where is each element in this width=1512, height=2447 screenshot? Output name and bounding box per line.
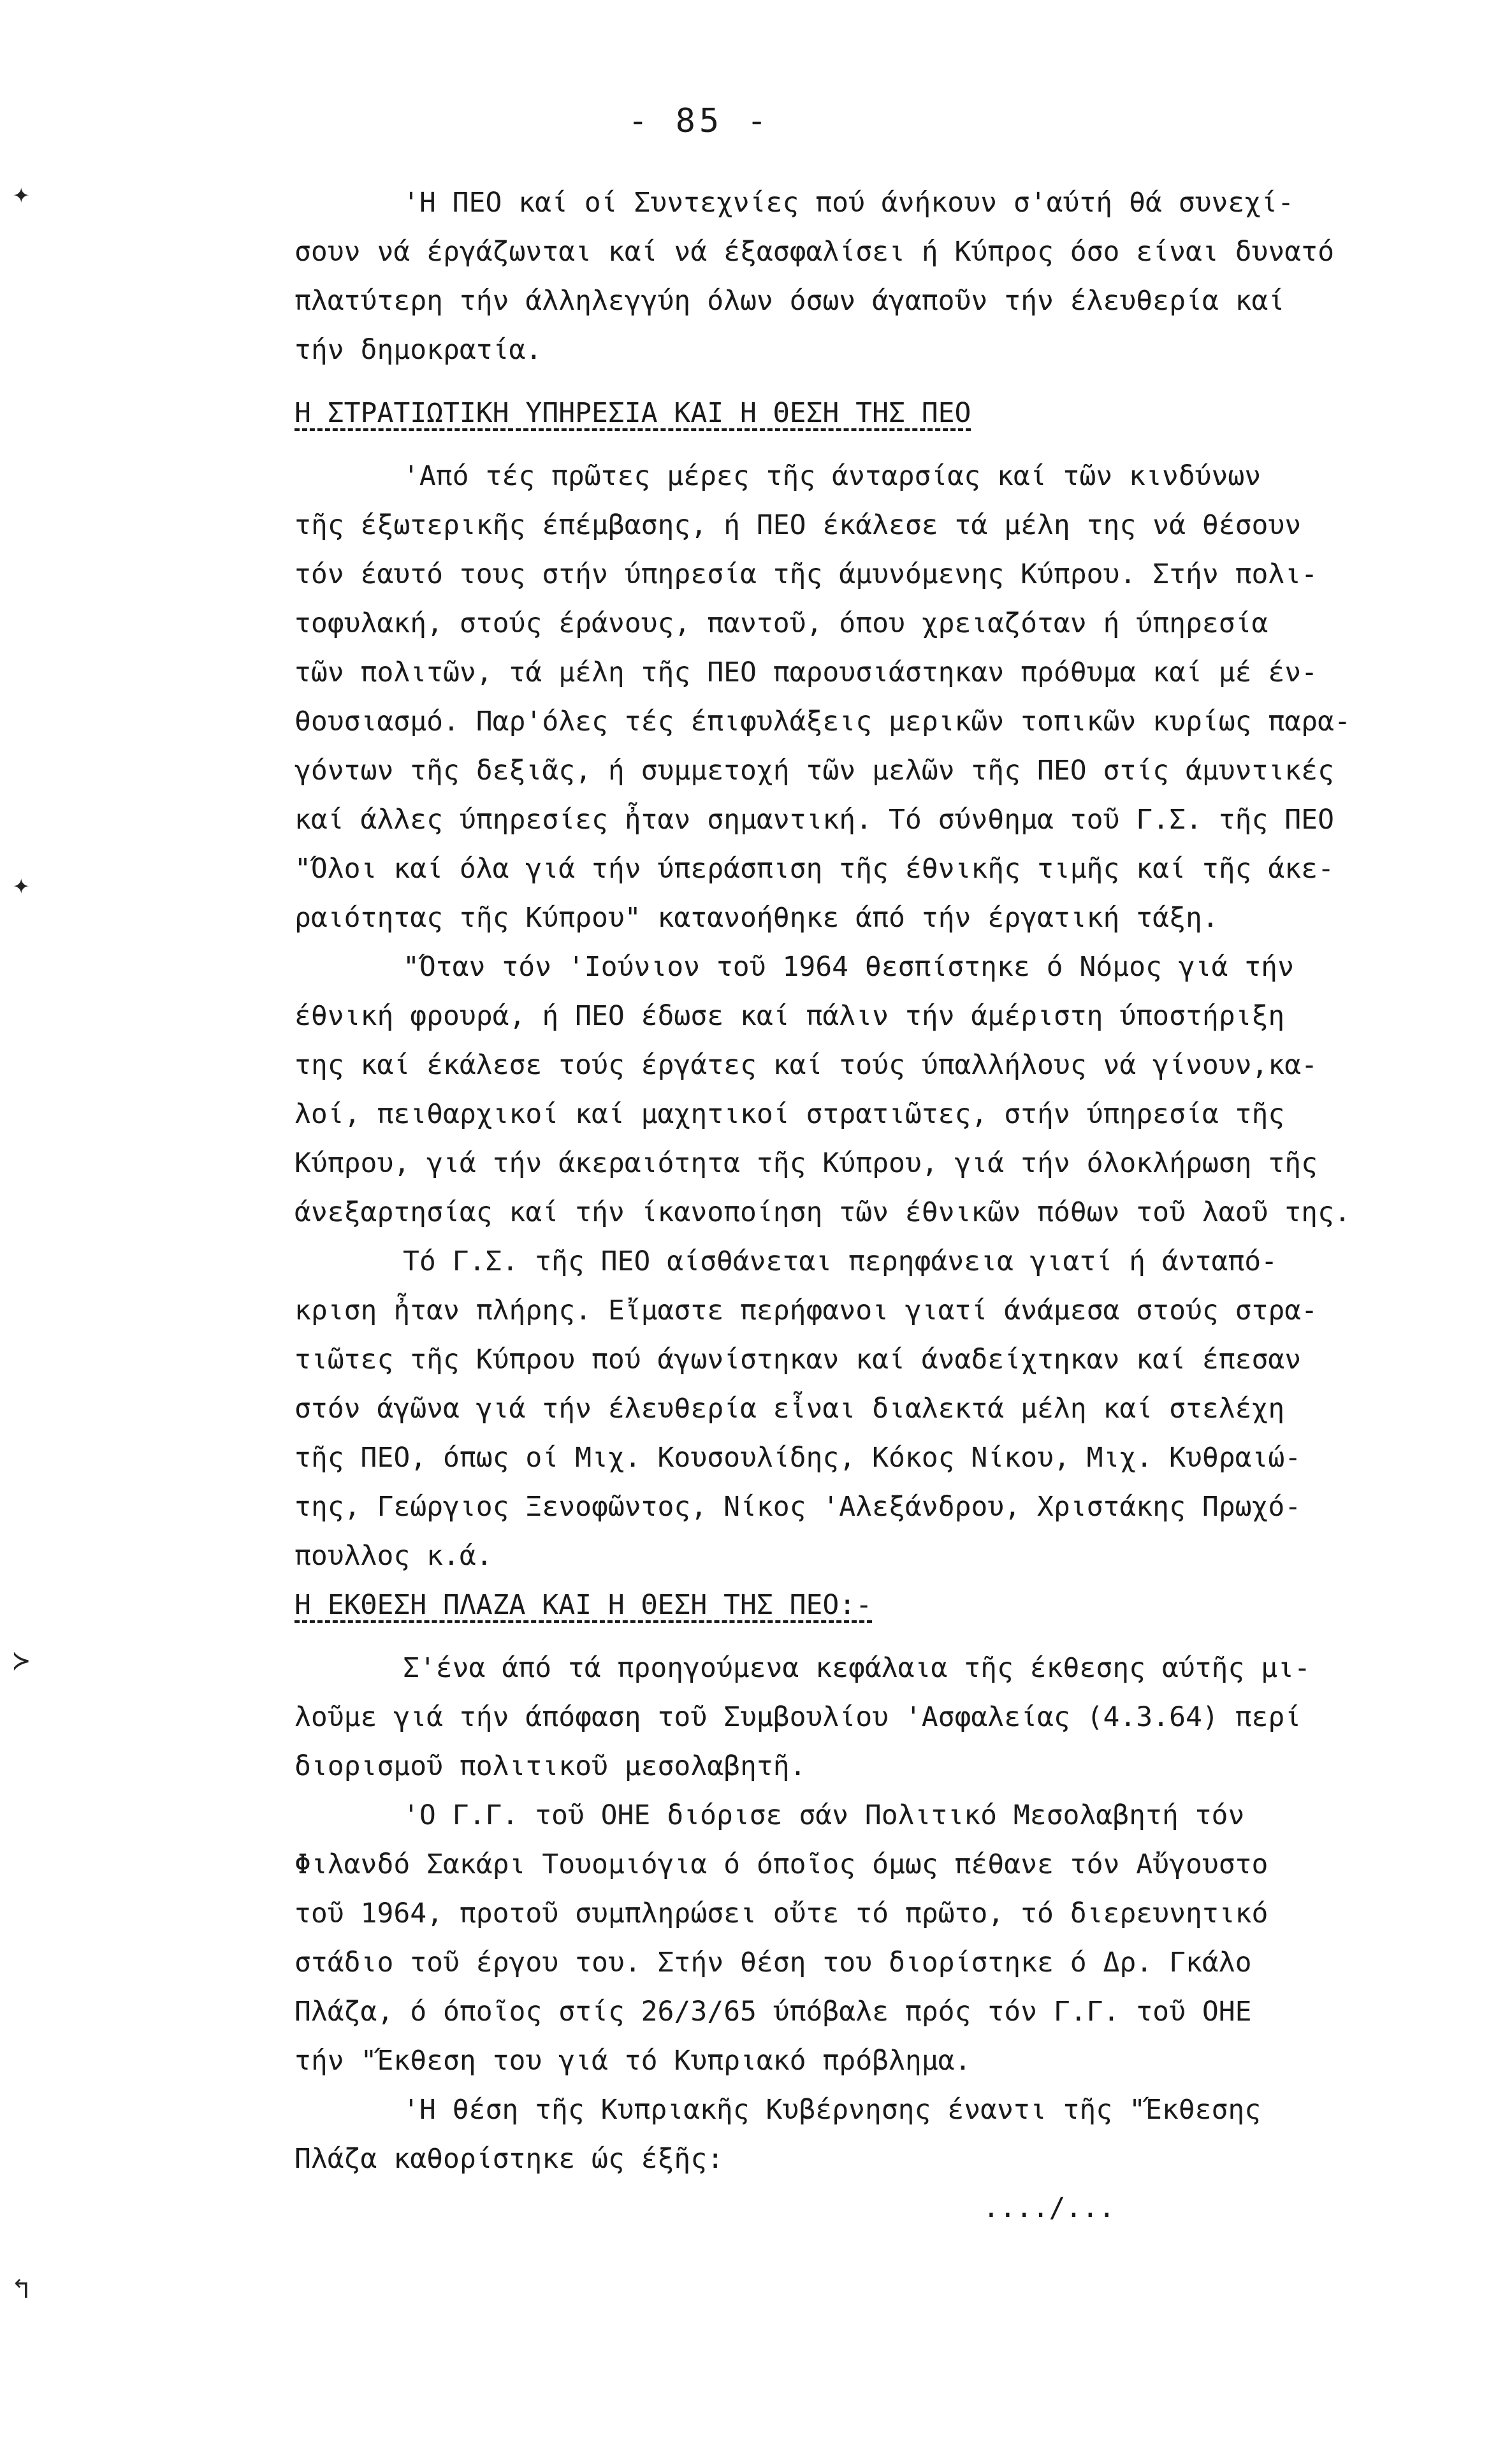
text-line: στόν άγῶνα γιά τήν έλευθερία εἶναι διαλεκτά μέλη καί στελέχη [294,1393,1285,1425]
continuation-mark: ..../... [983,2192,1116,2224]
intro-paragraph [294,178,1461,375]
text-line: καί άλλες ύπηρεσίες ἦταν σημαντική. Τό σύνθημα τοῦ Γ.Σ. τῆς ΠΕΟ [294,804,1334,836]
text-line: τήν δημοκρατία. [294,334,542,366]
text-line: διορισμοῦ πολιτικοῦ μεσολαβητῆ. [294,1750,806,1782]
text-line: 'Από τές πρῶτες μέρες τῆς άνταρσίας καί τῶν κινδύνων [403,460,1261,492]
text-line: κριση ἦταν πλήρης. Εἴμαστε περήφανοι γιατί άνάμεσα στούς στρα- [294,1295,1318,1326]
text-line: 'Η θέση τῆς Κυπριακῆς Κυβέρνησης έναντι τῆς "Έκθεσης [403,2094,1261,2126]
document-body [294,178,1461,2233]
page-number: - 85 - [628,102,771,140]
text-line: τῶν πολιτῶν, τά μέλη τῆς ΠΕΟ παρουσιάστηκαν πρόθυμα καί μέ έν- [294,657,1318,688]
margin-mark-mid-left-2: ≻ [13,1645,30,1677]
text-line: έθνική φρουρά, ή ΠΕΟ έδωσε καί πάλιν τήν άμέριστη ύποστήριξη [294,1000,1285,1032]
text-line: ραιότητας τῆς Κύπρου" κατανοήθηκε άπό τήν έργατική τάξη. [294,902,1219,934]
text-line: 'Ο Γ.Γ. τοῦ ΟΗΕ διόρισε σάν Πολιτικό Μεσολαβητή τόν [403,1799,1245,1831]
text-line: Κύπρου, γιά τήν άκεραιότητα τῆς Κύπρου, γιά τήν όλοκλήρωση τῆς [294,1147,1318,1179]
text-line: τήν "Έκθεση του γιά τό Κυπριακό πρόβλημα. [294,2045,971,2077]
military-paragraph-3 [294,1237,1461,1581]
text-line: τῆς ΠΕΟ, όπως οί Μιχ. Κουσουλίδης, Κόκος Νίκου, Μιχ. Κυθραιώ- [294,1442,1302,1474]
text-line: Σ'ένα άπό τά προηγούμενα κεφάλαια τῆς έκθεσης αύτῆς μι- [403,1652,1311,1684]
text-line: τοφυλακή, στούς έράνους, παντοῦ, όπου χρειαζόταν ή ύπηρεσία [294,607,1268,639]
plaza-paragraph-3 [294,2086,1461,2184]
text-line: λοῦμε γιά τήν άπόφαση τοῦ Συμβουλίου 'Ασφαλείας (4.3.64) περί [294,1701,1302,1733]
text-line: σουν νά έργάζωνται καί νά έξασφαλίσει ή Κύπρος όσο είναι δυνατό [294,236,1334,268]
text-line: της καί έκάλεσε τούς έργάτες καί τούς ύπαλλήλους νά γίνουν,κα- [294,1049,1318,1081]
text-line: τῆς έξωτερικῆς έπέμβασης, ή ΠΕΟ έκάλεσε τά μέλη της νά θέσουν [294,509,1302,541]
text-line: Πλάζα καθορίστηκε ώς έξῆς: [294,2143,724,2175]
margin-mark-bottom-left: ↰ [13,2272,30,2305]
plaza-paragraph-2 [294,1791,1461,2086]
margin-mark-mid-left-1: ✦ [13,868,30,901]
text-line: τόν έαυτό τους στήν ύπηρεσία τῆς άμυνόμενης Κύπρου. Στήν πολι- [294,558,1318,590]
military-paragraph-1 [294,452,1461,943]
plaza-paragraph-1 [294,1644,1461,1791]
text-line: πλατύτερη τήν άλληλεγγύη όλων όσων άγαποῦν τήν έλευθερία καί [294,285,1285,317]
text-line: τοῦ 1964, προτοῦ συμπληρώσει οὔτε τό πρῶτο, τό διερευνητικό [294,1898,1268,1929]
text-line: "Όλοι καί όλα γιά τήν ύπεράσπιση τῆς έθνικῆς τιμῆς καί τῆς άκε- [294,853,1334,885]
text-line: θουσιασμό. Παρ'όλες τές έπιφυλάξεις μερικῶν τοπικῶν κυρίως παρα- [294,706,1351,737]
text-line: τιῶτες τῆς Κύπρου πού άγωνίστηκαν καί άναδείχτηκαν καί έπεσαν [294,1344,1302,1376]
text-line: 'Η ΠΕΟ καί οί Συντεχνίες πού άνήκουν σ'αύτή θά συνεχί- [403,187,1294,219]
text-line: γόντων τῆς δεξιᾶς, ή συμμετοχή τῶν μελῶν τῆς ΠΕΟ στίς άμυντικές [294,755,1334,787]
text-line: της, Γεώργιος Ξενοφῶντος, Νίκος 'Αλεξάνδρου, Χριστάκης Πρωχό- [294,1491,1302,1523]
section-heading-plaza-report: Η ΕΚΘΕΣΗ ΠΛΑΖΑ ΚΑΙ Η ΘΕΣΗ ΤΗΣ ΠΕΟ:- [294,1589,873,1621]
military-paragraph-2 [294,943,1461,1237]
text-line: άνεξαρτησίας καί τήν ίκανοποίηση τῶν έθνικῶν πόθων τοῦ λαοῦ της. [294,1196,1351,1228]
section-heading-military-service: Η ΣΤΡΑΤΙΩΤΙΚΗ ΥΠΗΡΕΣΙΑ ΚΑΙ Η ΘΕΣΗ ΤΗΣ ΠΕΟ [294,397,971,429]
margin-mark-top-left: ✦ [13,177,30,210]
text-line: Τό Γ.Σ. τῆς ΠΕΟ αίσθάνεται περηφάνεια γιατί ή άνταπό- [403,1245,1278,1277]
text-line: "Όταν τόν 'Ιούνιον τοῦ 1964 θεσπίστηκε ό Νόμος γιά τήν [403,951,1294,983]
text-line: Φιλανδό Σακάρι Τουομιόγια ό όποῖος όμως πέθανε τόν Αὔγουστο [294,1848,1268,1880]
text-line: λοί, πειθαρχικοί καί μαχητικοί στρατιῶτες, στήν ύπηρεσία τῆς [294,1098,1285,1130]
text-line: Πλάζα, ό όποῖος στίς 26/3/65 ύπόβαλε πρός τόν Γ.Γ. τοῦ ΟΗΕ [294,1996,1252,2028]
text-line: πουλλος κ.ά. [294,1540,493,1572]
text-line: στάδιο τοῦ έργου του. Στήν θέση του διορίστηκε ό Δρ. Γκάλο [294,1947,1252,1979]
